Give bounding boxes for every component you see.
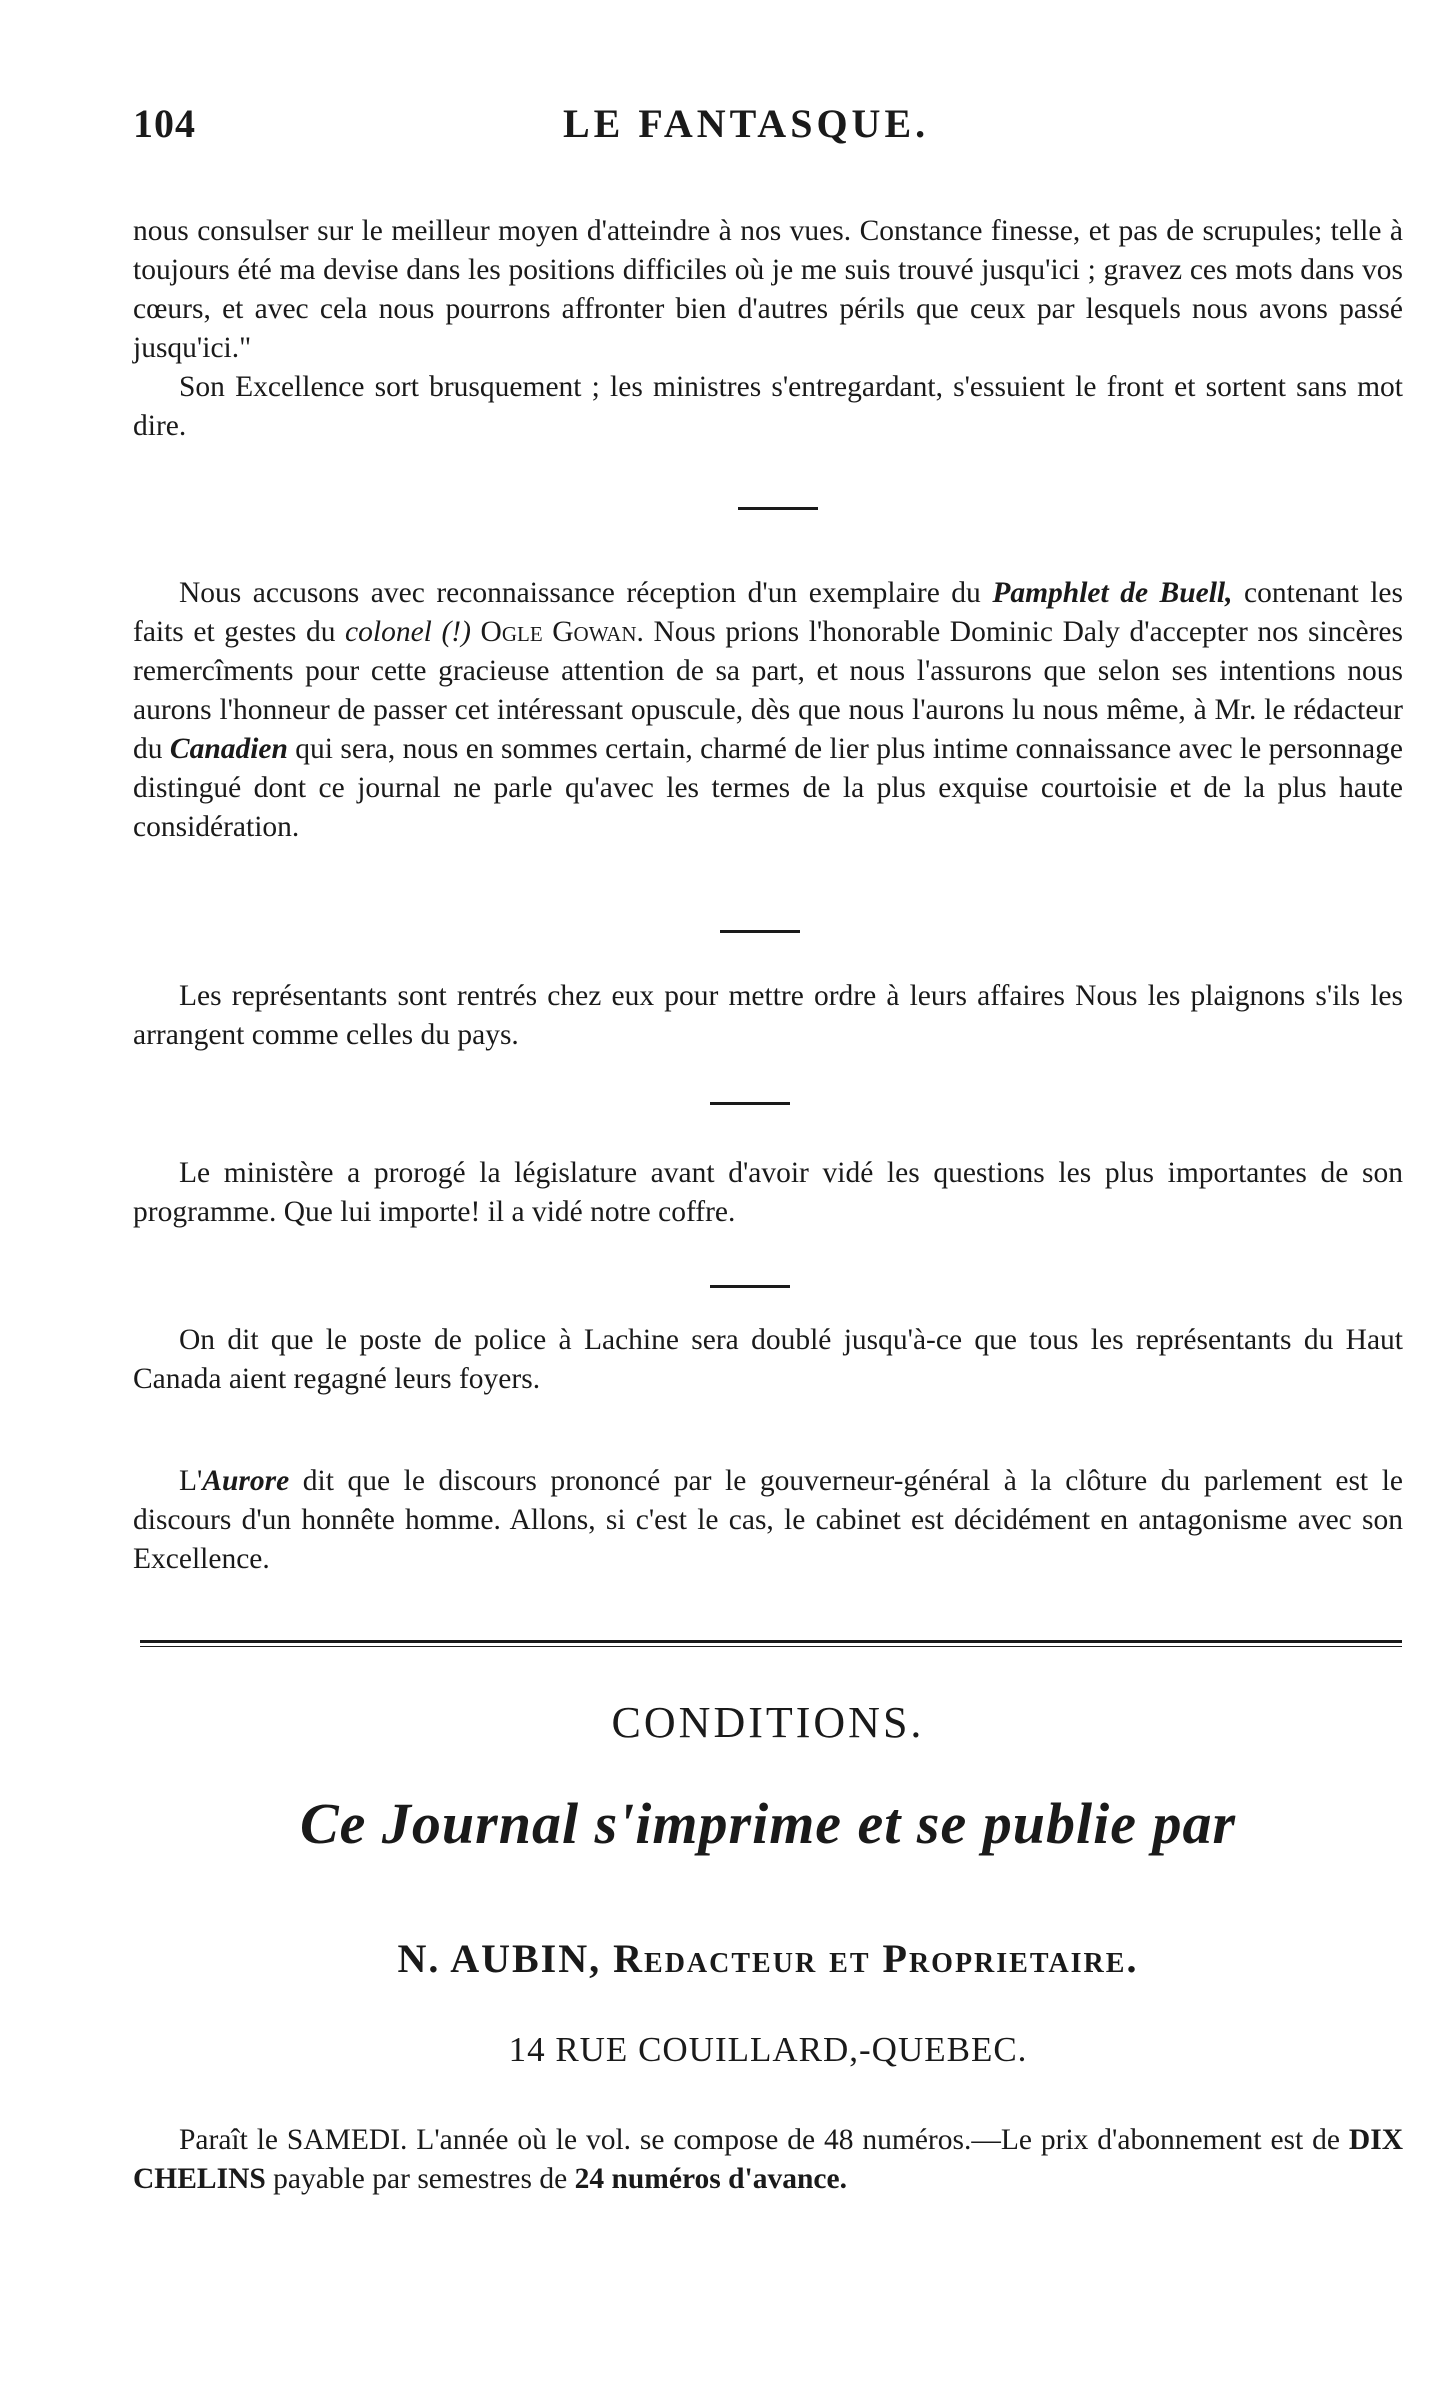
paragraph-pamphlet xyxy=(133,574,1403,847)
editor-name: N. AUBIN, xyxy=(397,1936,602,1981)
pamphlet-text-1: Nous accusons avec reconnaissance réception d'un exemplaire du xyxy=(179,577,993,609)
ogle-gowan-name: Ogle Gowan. xyxy=(480,616,644,648)
section-separator xyxy=(710,1285,790,1288)
colonel-word: colonel (!) xyxy=(345,616,471,648)
paragraph-representants: Les représentants sont rentrés chez eux pour mettre ordre à leurs affaires Nous les plaignons s'ils les arrangent comme celles du pays. xyxy=(133,980,1403,1051)
address-line: 14 RUE COUILLARD,-QUEBEC. xyxy=(508,2030,1028,2069)
pamphlet-text-2: contenant les faits et gestes du xyxy=(133,577,1403,648)
section-separator xyxy=(738,507,818,510)
paragraph-lachine: On dit que le poste de police à Lachine sera doublé jusqu'à-ce que tous les représentants du Haut Canada aient regagné leurs foyers. xyxy=(133,1324,1403,1395)
canadien-title: Canadien xyxy=(169,733,288,765)
page-number: 104 xyxy=(133,101,196,146)
article-continuation xyxy=(133,212,1403,446)
price-text: DIX CHELINS xyxy=(133,2124,1403,2195)
pamphlet-text-3: Nous prions l'honorable Dominic Daly d'accepter nos sincères remercîments pour cette gracieuse attention de sa part, et nous l'assurons que selon ses intentions nous aurons l'honneur de passer cet intéressant opuscule, dès que nous l'aurons lu nous même, à Mr. le rédacteur du xyxy=(133,616,1403,765)
paragraph-excellence-exit: Son Excellence sort brusquement ; les ministres s'entregardant, s'essuient le front et sortent sans mot dire. xyxy=(133,371,1403,442)
aurore-title: Aurore xyxy=(202,1465,290,1497)
issue-count-text: 24 numéros xyxy=(574,2163,721,2195)
section-separator xyxy=(720,930,800,933)
conditions-heading: CONDITIONS. xyxy=(611,1698,925,1747)
page-header xyxy=(133,100,1403,160)
conditions-rule-thin xyxy=(140,1646,1402,1647)
editor-line xyxy=(133,1935,1403,1982)
paragraph-aurore: L'Aurore dit que le discours prononcé par le gouverneur-général à la clôture du parlement est le discours d'un honnête homme. Allons, si c'est le cas, le cabinet est décidément en antagonisme avec son Excellence. xyxy=(133,1465,1403,1575)
section-separator xyxy=(710,1102,790,1105)
running-title: LE FANTASQUE. xyxy=(563,101,930,146)
conditions-rule-thick xyxy=(140,1640,1402,1643)
pamphlet-text-4: qui sera, nous en sommes certain, charmé de lier plus intime connaissance avec le personnage distingué dont ce journal ne parle qu'avec les termes de la plus exquise courtoisie et de la plus haute considération. xyxy=(133,733,1403,843)
paragraph-continuation: nous consulser sur le meilleur moyen d'atteindre à nos vues. Constance finesse, et pas de scrupules; telle à toujours été ma devise dans les positions difficiles où je me suis trouvé jusqu'ici ; gravez ces mots dans vos cœurs, et avec cela nous pourrons affronter bien d'autres périls que ceux par lesquels nous avons passé jusqu'ici." xyxy=(133,215,1403,364)
paragraph-ministere: Le ministère a prorogé la législature avant d'avoir vidé les questions les plus importantes de son programme. Que lui importe! il a vidé notre coffre. xyxy=(133,1157,1403,1228)
editor-title: Redacteur et Proprietaire. xyxy=(613,1936,1139,1981)
pamphlet-title: Pamphlet de Buell, xyxy=(992,577,1233,609)
subscription-terms: Paraît le SAMEDI. L'année où le vol. se compose de 48 numéros.—Le prix d'abonnement est de DIX CHELINS payable par semestres de 24 numéros d'avance. xyxy=(133,2124,1403,2195)
publisher-line: Ce Journal s'imprime et se publie par xyxy=(299,1791,1237,1856)
